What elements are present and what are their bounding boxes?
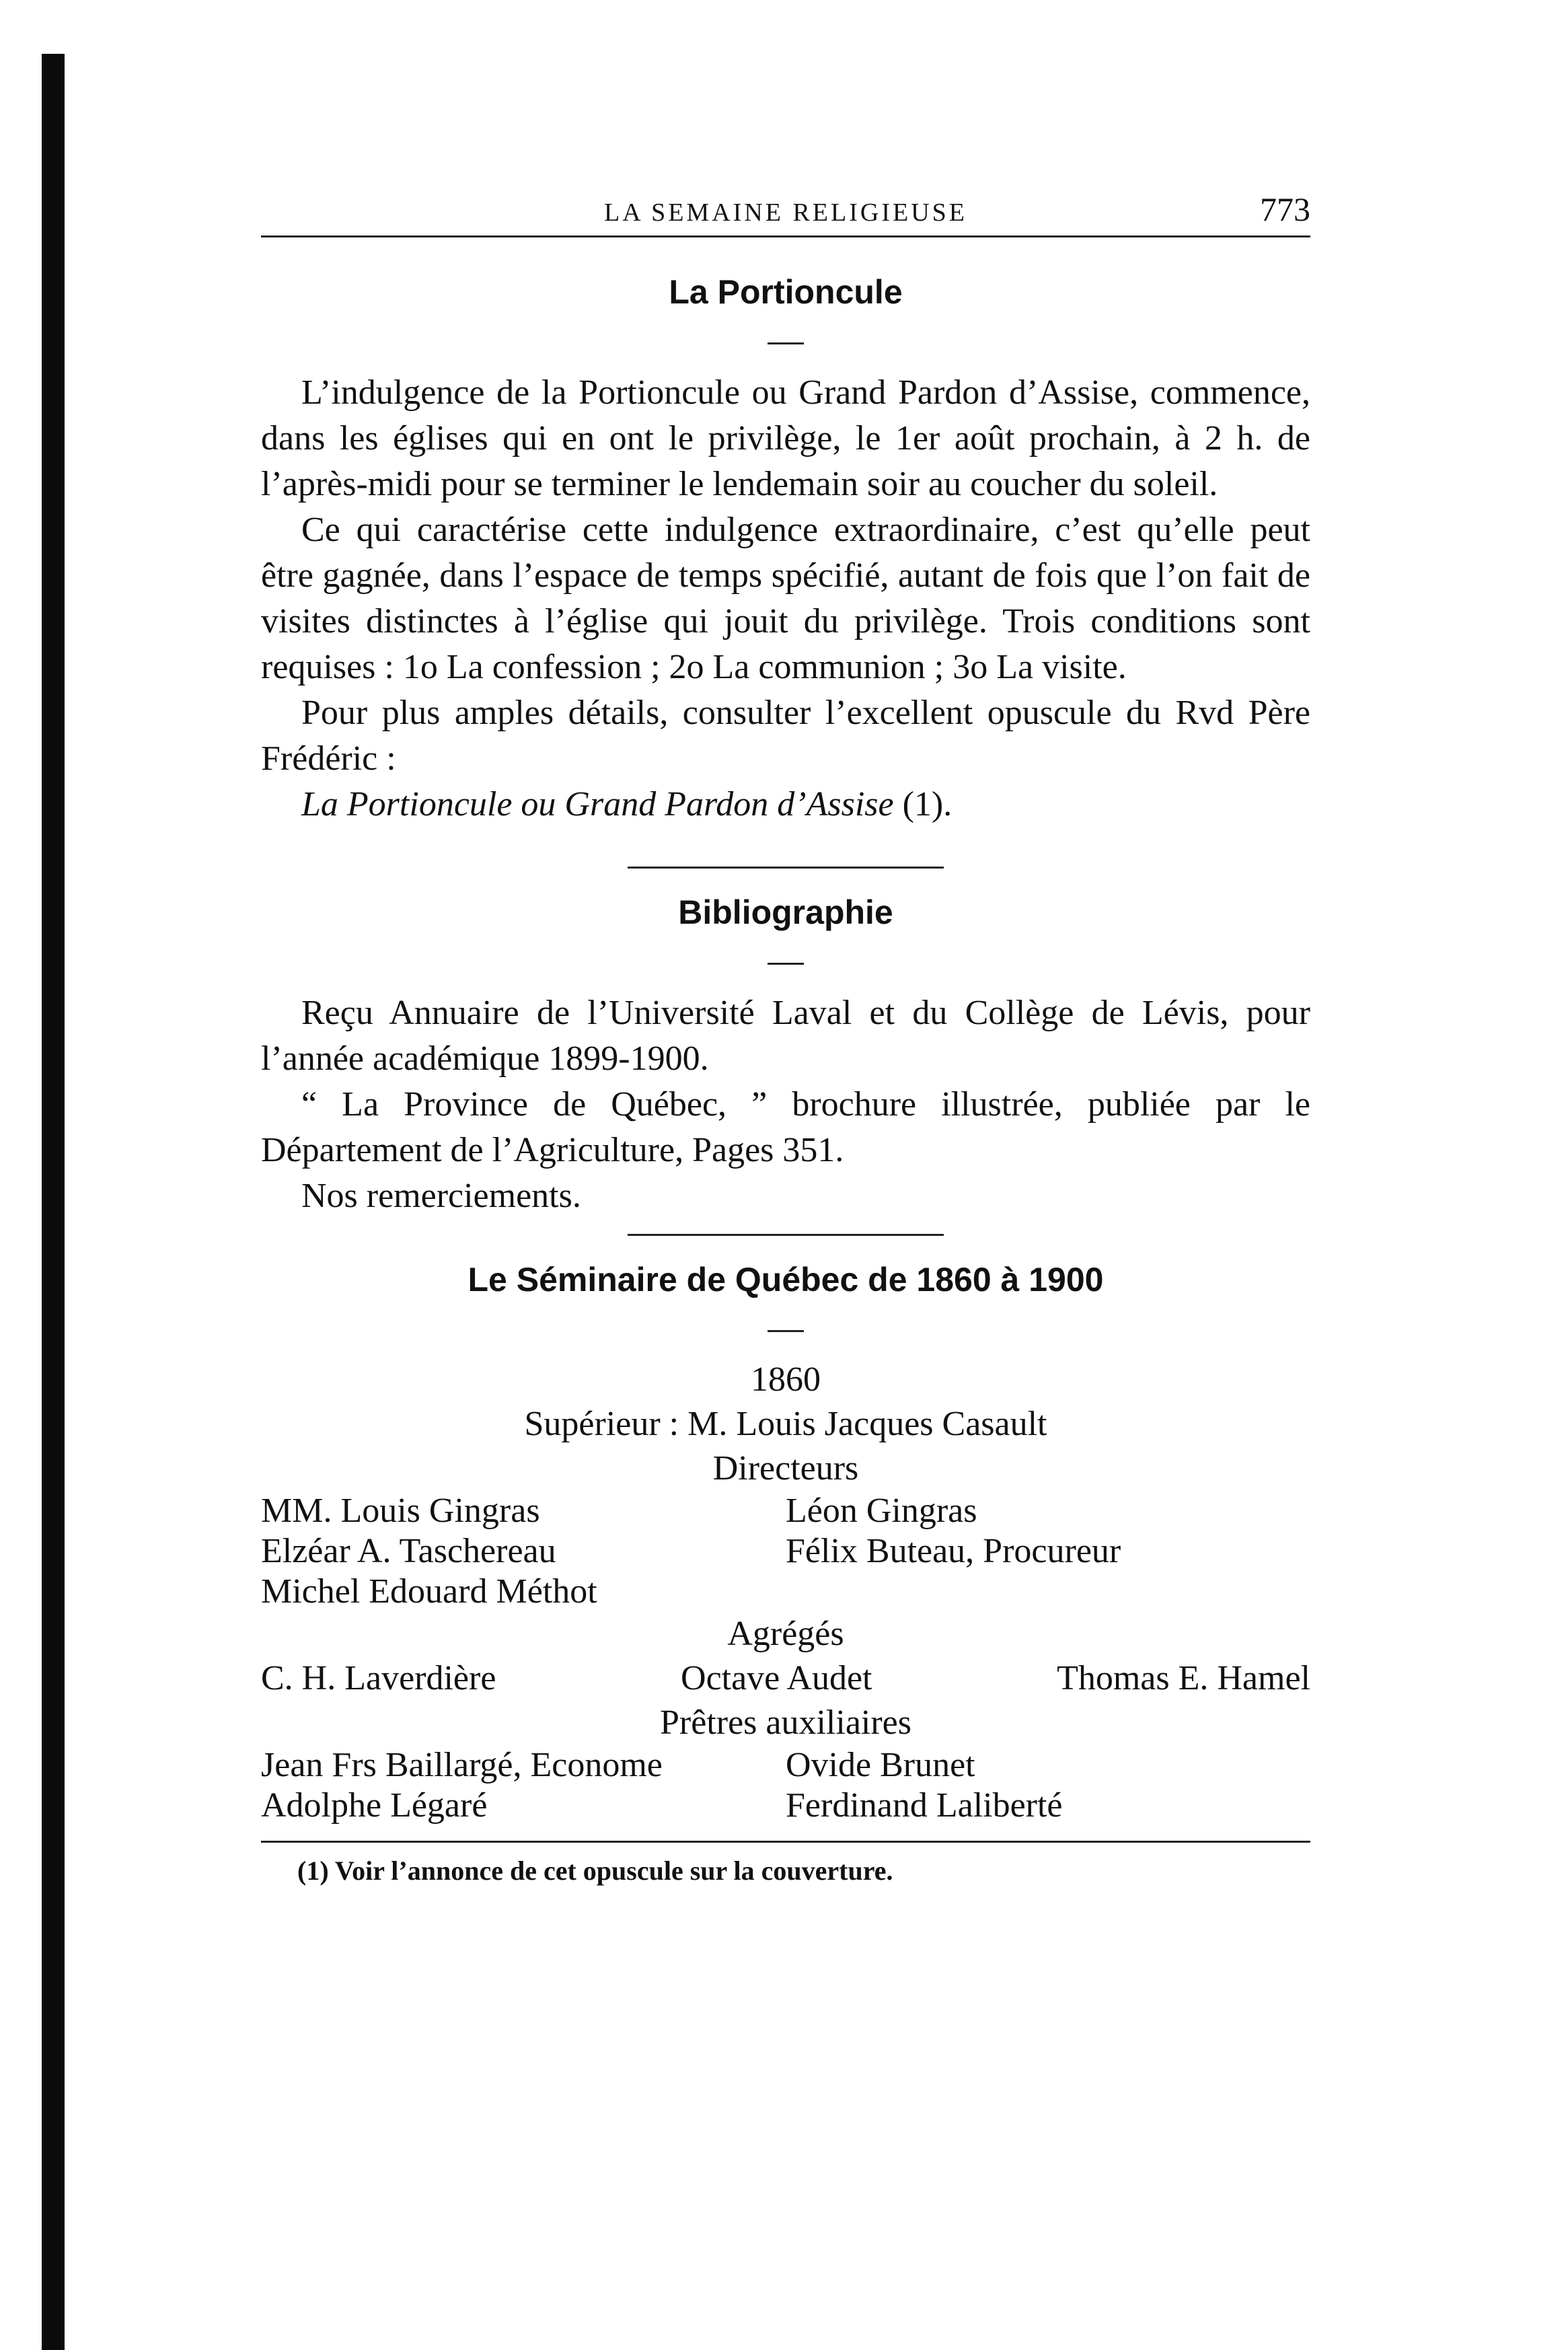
title-dash	[768, 963, 804, 965]
name-entry: Ferdinand Laliberté	[786, 1786, 1063, 1825]
name-entry: Michel Edouard Méthot	[261, 1572, 597, 1611]
footnote: (1) Voir l’annonce de cet opuscule sur la couverture.	[297, 1856, 893, 1886]
section-separator	[628, 1234, 944, 1236]
name-entry: Adolphe Légaré	[261, 1786, 488, 1825]
running-head	[261, 188, 1310, 237]
directeurs-column-left	[261, 1491, 786, 1612]
name-entry: Ovide Brunet	[786, 1746, 975, 1784]
footnote-marker: (1).	[893, 785, 953, 823]
page-number: 773	[1260, 190, 1310, 228]
paragraph: Ce qui caractérise cette indulgence extraordinaire, c’est qu’elle peut être gagnée, dans l’espace de temps spécifié, autant de fois que l’on fait de visites distinctes à l’église qui jouit du privilège. Trois conditions sont requises : 1o La confession ; 2o La communion ; 3o La visite.	[261, 511, 1310, 686]
name-entry: Félix Buteau, Procureur	[786, 1532, 1121, 1570]
year-heading: 1860	[751, 1360, 821, 1399]
agreges-list	[261, 1656, 1310, 1701]
title-dash	[768, 1330, 804, 1332]
pretres-list	[261, 1745, 1310, 1826]
section-title-portioncule: La Portioncule	[669, 273, 903, 311]
section-separator	[628, 867, 944, 869]
section-title-seminaire: Le Séminaire de Québec de 1860 à 1900	[468, 1261, 1104, 1298]
directeurs-column-right	[786, 1491, 1310, 1612]
paragraph: “ La Province de Québec, ” brochure illustrée, publiée par le Département de l’Agriculture, Pages 351.	[261, 1085, 1310, 1169]
page	[261, 188, 1310, 1886]
paragraph: Pour plus amples détails, consulter l’excellent opuscule du Rvd Père Frédéric :	[261, 694, 1310, 778]
pretres-column-right	[786, 1745, 1310, 1826]
pretres-column-left	[261, 1745, 786, 1826]
directeurs-label: Directeurs	[712, 1449, 859, 1488]
name-entry: Thomas E. Hamel	[1057, 1659, 1310, 1697]
pretres-label: Prêtres auxiliaires	[660, 1703, 911, 1742]
paragraph: L’indulgence de la Portioncule ou Grand Pardon d’Assise, commence, dans les églises qui en ont le privilège, le 1er août prochain, à 2 h. de l’après-midi pour se terminer le lendemain soir au coucher du soleil.	[261, 373, 1310, 503]
title-dash	[768, 342, 804, 344]
name-entry: Léon Gingras	[786, 1492, 977, 1530]
footnote-rule	[261, 1841, 1310, 1843]
name-entry: Octave Audet	[681, 1659, 872, 1697]
section-title-bibliographie: Bibliographie	[678, 893, 893, 931]
name-entry: Elzéar A. Taschereau	[261, 1532, 556, 1570]
paragraph: Nos remerciements.	[301, 1177, 581, 1215]
book-title: La Portioncule ou Grand Pardon d’Assise	[301, 785, 894, 823]
name-entry: C. H. Laverdière	[261, 1659, 496, 1697]
name-entry: Jean Frs Baillargé, Econome	[261, 1746, 663, 1784]
agreges-label: Agrégés	[727, 1615, 844, 1653]
paragraph: Reçu Annuaire de l’Université Laval et du Collège de Lévis, pour l’année académique 1899-1900.	[261, 994, 1310, 1078]
book-reference	[261, 782, 1310, 828]
running-title: LA SEMAINE RELIGIEUSE	[604, 198, 967, 227]
name-entry: MM. Louis Gingras	[261, 1492, 540, 1530]
superieur-line: Supérieur : M. Louis Jacques Casault	[524, 1405, 1047, 1443]
directeurs-list	[261, 1491, 1310, 1612]
binding-edge	[42, 54, 65, 2350]
